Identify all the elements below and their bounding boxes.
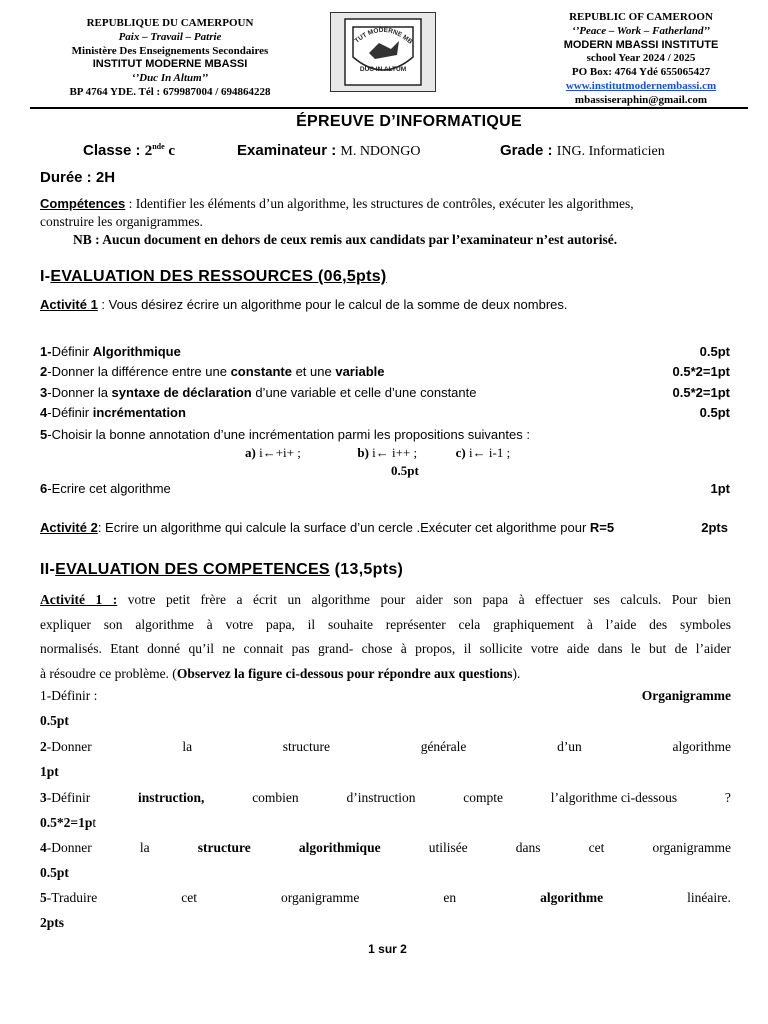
- motto-en: ‘’Peace – Work – Fatherland’’: [571, 24, 711, 37]
- c4-points: 0.5pt: [40, 865, 69, 880]
- grade: [500, 142, 665, 160]
- q2-bold2: variable: [335, 364, 385, 379]
- ministry: Ministère Des Enseignements Secondaires: [71, 44, 269, 57]
- q3-post: d’une variable et celle d’une constante: [251, 385, 477, 400]
- activite-c-line4-post: ).: [512, 665, 521, 681]
- c5-w2: cet: [181, 890, 197, 905]
- q2-mid: et une: [291, 364, 336, 379]
- c2-w4: générale: [420, 739, 467, 754]
- svg-text:DUC IN ALTUM: DUC IN ALTUM: [359, 66, 407, 73]
- activite-c-line2: expliquer son algorithme à votre papa, il souhaite représenter cela graphiquement à l’aide des symboles: [40, 616, 731, 632]
- activite-c-line4-pre: à résoudre ce problème. (: [40, 665, 177, 681]
- q2-points: 0.5*2=1pt: [672, 364, 730, 379]
- activite-c-line3: normalisés. Etant donné qu’il ne connait pas grand- chose à propos, il sollicite votre aide dans le but de l’aider: [40, 641, 731, 656]
- c5-w4: en: [443, 890, 457, 905]
- c2-w3: structure: [282, 739, 331, 754]
- activite-1-label: Activité 1: [40, 297, 98, 312]
- q1-text: Définir: [51, 344, 93, 359]
- q6-points: 1pt: [710, 481, 730, 496]
- examinateur-value: M. NDONGO: [340, 144, 421, 159]
- q3-bold: syntaxe de déclaration: [111, 385, 252, 400]
- option-a-text: i←+i+ ;: [255, 445, 301, 460]
- logo-image: [331, 13, 435, 91]
- c3-w3: combien: [252, 790, 299, 805]
- header-right: [540, 11, 742, 108]
- question-6: [40, 481, 730, 496]
- competence-q3: [40, 790, 731, 806]
- q5-options: [245, 445, 510, 461]
- competence-q2: [40, 739, 731, 755]
- country-fr: REPUBLIQUE DU CAMERPOUN: [86, 17, 254, 29]
- grade-value: ING. Informaticien: [556, 144, 665, 159]
- email: mbassiseraphin@gmail.com: [574, 93, 708, 106]
- activite-c-line1: votre petit frère a écrit un algorithme pour aider son papa à effectuer ses calculs. Pour bien: [117, 592, 731, 607]
- duree: Durée : 2H: [40, 169, 116, 186]
- motto-fr: Paix – Travail – Patrie: [118, 30, 222, 43]
- section-1-prefix: I-: [40, 268, 51, 285]
- q6-text: -Ecrire cet algorithme: [47, 481, 171, 496]
- c4-w2: la: [139, 840, 150, 855]
- q4-num: 4: [40, 405, 48, 420]
- c3-num: 3: [40, 790, 47, 805]
- question-1: [40, 344, 730, 359]
- c5-w5: algorithme: [540, 890, 604, 905]
- q3-text: -Donner la: [47, 385, 112, 400]
- contact-fr: BP 4764 YDE. Tél : 679987004 / 694864228: [69, 85, 271, 98]
- examinateur-label: Examinateur :: [237, 142, 341, 159]
- q4-bold: incrémentation: [92, 405, 186, 420]
- c5-num: 5: [40, 890, 47, 905]
- header-left: [30, 17, 310, 100]
- competences-label: Compétences: [40, 196, 126, 211]
- c2-w2: la: [182, 739, 193, 754]
- q1-num: 1-: [40, 344, 52, 359]
- option-b-text: i← i++ ;: [368, 445, 418, 460]
- q5-text: -Choisir la bonne annotation d’une incrémentation parmi les propositions suivantes :: [47, 427, 530, 442]
- question-2: [40, 364, 730, 379]
- school-year: school Year 2024 / 2025: [586, 52, 696, 65]
- activite-c-line4-bold: Observez la figure ci-dessous pour répondre aux questions: [176, 665, 513, 681]
- classe-suffix: c: [164, 143, 176, 159]
- c2-w5: d’un: [557, 739, 582, 754]
- question-3: [40, 385, 730, 400]
- c4-w6: dans: [515, 840, 541, 855]
- c5-w6: linéaire.: [687, 890, 731, 905]
- question-5: [40, 427, 730, 442]
- q3-num: 3: [40, 385, 48, 400]
- po-box: PO Box: 4764 Ydé 655065427: [571, 66, 711, 79]
- section-2-text: EVALUATION DES COMPETENCES: [55, 561, 330, 578]
- c5-w3: organigramme: [280, 890, 360, 905]
- activite-1: [40, 297, 568, 312]
- option-a-label: a): [245, 445, 256, 460]
- competences: [40, 195, 740, 231]
- activite-2-text: : Ecrire un algorithme qui calcule la surface d’un cercle .Exécuter cet algorithme pour: [97, 520, 590, 535]
- country-en: REPUBLIC OF CAMEROON: [569, 11, 713, 23]
- option-c-label: c): [455, 445, 466, 460]
- c3-w6: l’algorithme ci-dessous: [550, 790, 678, 805]
- c5-w1: -Traduire: [46, 890, 98, 905]
- section-2-prefix: II-: [40, 561, 56, 578]
- grade-label: Grade :: [500, 142, 557, 159]
- school-logo: [330, 12, 436, 92]
- c4-w7: cet: [588, 840, 605, 855]
- activite-2-bold: R=5: [589, 520, 615, 535]
- school-fr: INSTITUT MODERNE MBASSI: [92, 58, 248, 71]
- c4-w8: organigramme: [652, 840, 731, 855]
- header-divider: [30, 107, 748, 109]
- q1-points: 0.5pt: [699, 344, 730, 359]
- examinateur: [237, 142, 421, 160]
- c4-w3: structure: [197, 840, 251, 855]
- classe-label: Classe :: [83, 142, 145, 159]
- c2-points: 1pt: [40, 764, 59, 779]
- c2-w6: algorithme: [672, 739, 731, 754]
- q2-text: -Donner la différence entre une: [47, 364, 231, 379]
- c1-bold: Organigramme: [641, 688, 731, 703]
- nb-note: NB : Aucun document en dehors de ceux remis aux candidats par l’examinateur n’est autorisé.: [73, 232, 618, 247]
- section-1-text: EVALUATION DES RESSOURCES (06,5pts): [50, 268, 387, 285]
- c2-num: 2: [40, 739, 47, 754]
- c1-text: 1-Définir :: [40, 688, 98, 703]
- c4-w4: algorithmique: [298, 840, 381, 855]
- section-2-title: [40, 561, 403, 579]
- q5-num: 5: [40, 427, 48, 442]
- competences-text2: construire les organigrammes.: [40, 214, 203, 229]
- c3-w1: -Définir: [46, 790, 91, 805]
- competence-q1: [40, 688, 731, 704]
- activite-2: [40, 520, 728, 535]
- c3-w7: ?: [724, 790, 731, 805]
- competence-q4: [40, 840, 731, 856]
- school-motto: ‘’Duc In Altum’’: [131, 72, 209, 85]
- activite-2-points: 2pts: [701, 520, 728, 535]
- c3-points: [40, 815, 96, 831]
- q2-num: 2: [40, 364, 48, 379]
- school-en: MODERN MBASSI INSTITUTE: [563, 38, 719, 51]
- activite-c-label: Activité 1 :: [40, 592, 118, 607]
- svg-text:INSTITUT MODERNE MBASSI: TUT MODERNE MB: [353, 26, 414, 46]
- q6-num: 6: [40, 481, 48, 496]
- option-c-text: i← i-1 ;: [465, 445, 511, 460]
- c3-w2: instruction,: [138, 790, 205, 805]
- q4-points: 0.5pt: [699, 405, 730, 420]
- classe-sup: nde: [152, 142, 165, 151]
- c4-w1: -Donner: [46, 840, 92, 855]
- q4-text: -Définir: [47, 405, 93, 420]
- question-4: [40, 405, 730, 420]
- classe-value: 2: [144, 143, 153, 159]
- c1-points: 0.5pt: [40, 713, 69, 728]
- exam-meta: [83, 142, 723, 160]
- activite-2-label: Activité 2: [40, 520, 98, 535]
- activite-c-paragraph: [40, 588, 731, 686]
- website-link[interactable]: www.institutmodernembassi.cm: [565, 79, 717, 92]
- c4-num: 4: [40, 840, 47, 855]
- section-2-suffix: (13,5pts): [329, 561, 404, 578]
- q3-points: 0.5*2=1pt: [672, 385, 730, 400]
- q2-bold1: constante: [230, 364, 292, 379]
- option-b-label: b): [357, 445, 369, 460]
- c3-points-bold: 0.5*2=1p: [40, 815, 93, 830]
- competence-q5: [40, 890, 731, 906]
- section-1-title: [40, 268, 387, 286]
- c3-w4: d’instruction: [346, 790, 416, 805]
- c4-w5: utilisée: [428, 840, 468, 855]
- competences-text: : Identifier les éléments d’un algorithme, les structures de contrôles, exécuter les algorithmes,: [125, 196, 634, 211]
- activite-1-text: : Vous désirez écrire un algorithme pour le calcul de la somme de deux nombres.: [97, 297, 568, 312]
- c3-w5: compte: [463, 790, 503, 805]
- c5-points: 2pts: [40, 915, 65, 930]
- c3-points-tail: t: [92, 815, 97, 830]
- q1-bold: Algorithmique: [92, 344, 181, 359]
- page-title: ÉPREUVE D’INFORMATIQUE: [296, 113, 522, 130]
- q5-points: 0.5pt: [391, 463, 419, 478]
- page-number: 1 sur 2: [368, 942, 407, 956]
- c2-w1: -Donner: [46, 739, 92, 754]
